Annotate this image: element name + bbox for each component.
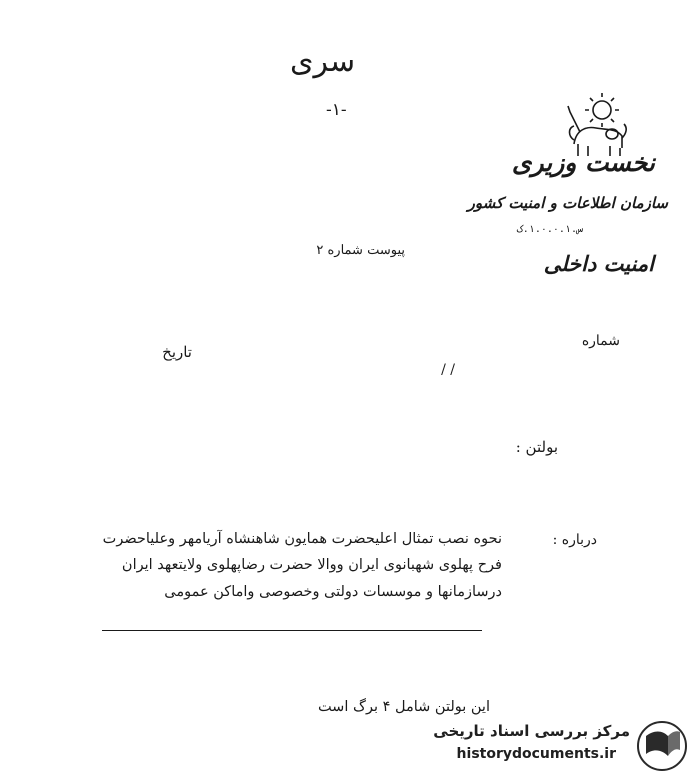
archive-book-icon	[636, 720, 688, 772]
subject-label: درباره :	[552, 532, 597, 548]
watermark-title: مرکز بررسی اسناد تاریخی	[433, 722, 630, 740]
department-name: امنیت داخلی	[543, 251, 654, 276]
divider-rule	[102, 630, 482, 631]
org-name-line2: سازمان اطلاعات و امنیت کشور	[467, 194, 668, 212]
subject-line-3: درسازمانها و موسسات دولتی وخصوصی واماکن عمومی	[164, 584, 502, 600]
subject-line-1: نحوه نصب تمثال اعلیحضرت همایون شاهنشاه آریامهر وعلیاحضرت	[102, 531, 502, 547]
annex-number: پیوست شماره ۲	[316, 243, 405, 258]
reference-code: س.۱.۰.۰.۱.ک	[516, 224, 583, 235]
org-name-line1: نخست وزیری	[511, 148, 655, 177]
watermark-url: historydocuments.ir	[456, 746, 616, 762]
classification-heading: سری	[290, 44, 356, 79]
date-label: تاریخ	[162, 343, 192, 361]
bulletin-label: بولتن :	[515, 438, 558, 456]
page-count-statement: این بولتن شامل ۴ برگ است	[317, 699, 490, 715]
number-label: شماره	[581, 333, 620, 349]
date-value: / /	[441, 362, 455, 378]
subject-line-2: فرح پهلوی شهبانوی ایران ووالا حضرت رضاپهلوی ولایتعهد ایران	[121, 557, 502, 573]
page-number: -۱-	[326, 100, 347, 120]
